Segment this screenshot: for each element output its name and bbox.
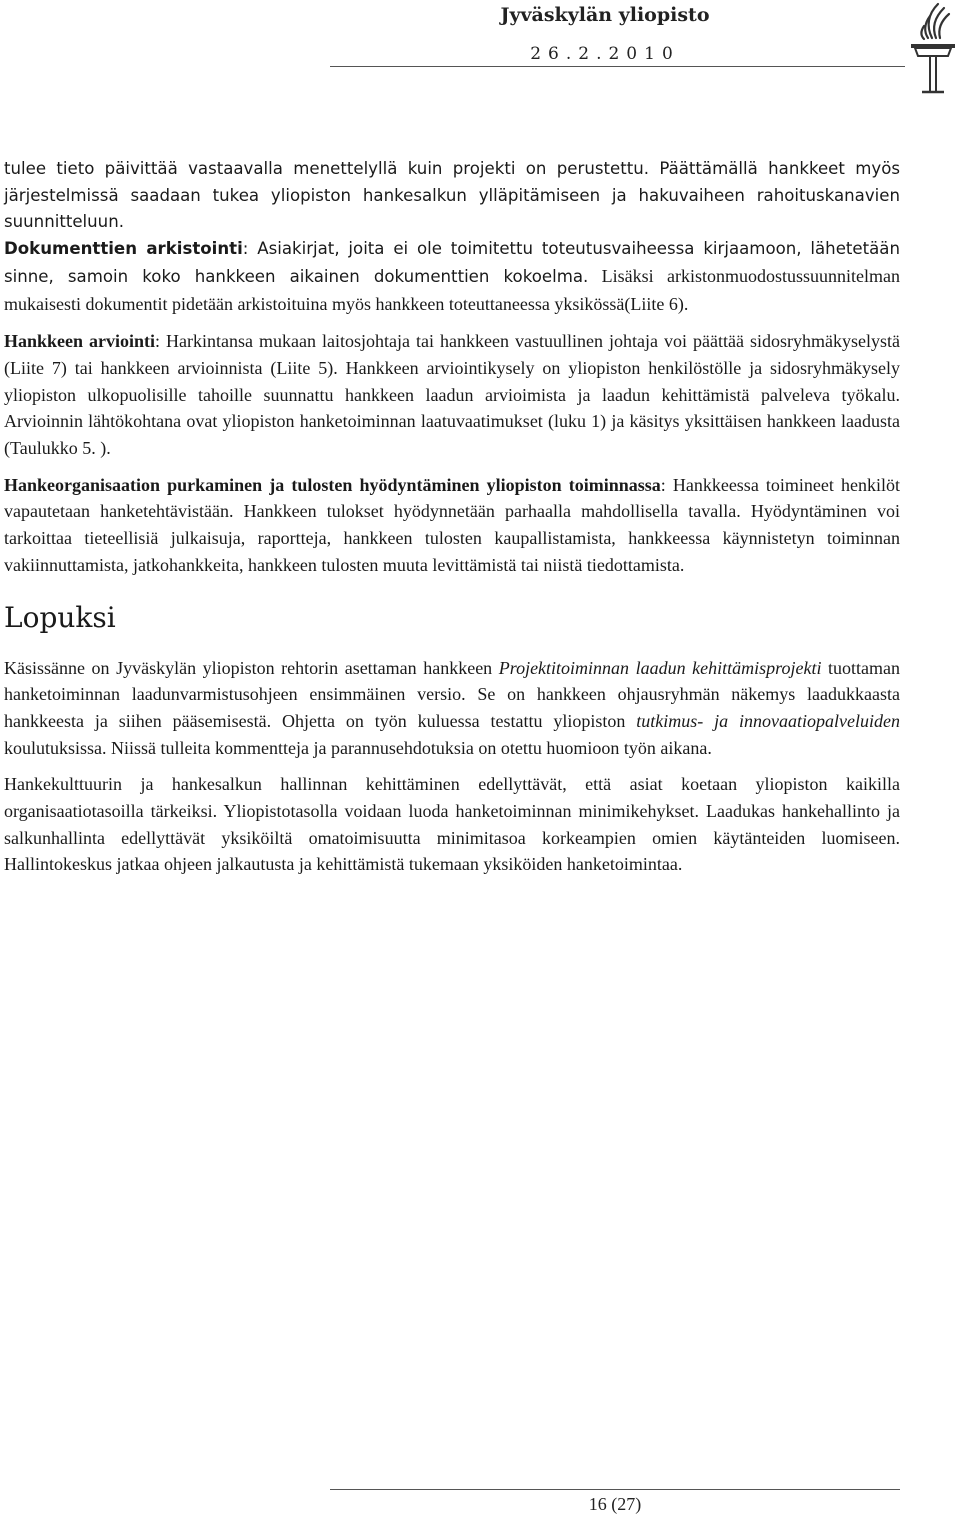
header-university-name: Jyväskylän yliopisto bbox=[500, 4, 710, 26]
paragraph-text-archiving-b: Lisäksi arkistonmuodostussuunnitelman mukaisesti dokumentit pidetään arkistoituina myös hankkeen toteuttaneessa yksikössä(Liite 6). bbox=[4, 265, 900, 314]
section-heading-lopuksi: Lopuksi bbox=[4, 600, 116, 634]
paragraph-text-evaluation: : Harkintansa mukaan laitosjohtaja tai hankkeen vastuullinen johtaja voi päättää sidosryhmäkyselystä (Liite 7) tai hankkeen arvioinnista (Liite 5). Hankkeen arviointikysely on yliopiston henkilöstölle ja sidosryhmäkysely yliopiston ulkopuolisille tahoille suunnattu hankkeen laadun arvioimista ja laadun kehittämistä palveleva työkalu. Arvioinnin lähtökohtana ovat yliopiston hanketoiminnan laatuvaatimukset (luku 1) ja käsitys yksittäisen hankkeen laadusta (Taulukko 5. ). bbox=[4, 331, 900, 459]
page-number: 16 (27) bbox=[588, 1494, 642, 1514]
paragraph-text-dismantling: : Hankkeessa toimineet henkilöt vapautetaan hanketehtävistään. Hankkeen tulokset hyödynnetään parhaalla mahdollisella tavalla. Hyödyntäminen voi tarkoittaa tieteellisiä julkaisuja, raportteja, hankkeen tulosten kaupallistamista, hankkeessa käynnistetyn toiminnan vakiinnuttamista, jatkohankkeita, hankkeen tulosten muuta levittämistä tai niistä tiedottamista. bbox=[4, 474, 900, 575]
paragraph-document-archiving bbox=[4, 236, 900, 318]
service-name-italic: tutkimus- ja innovaatiopalveluiden bbox=[636, 710, 900, 731]
paragraph-conclusion-1-text-c: koulutuksissa. Niissä tulleita kommentteja ja parannusehdotuksia on otettu huomioon työn aikana. bbox=[4, 737, 712, 758]
university-torch-logo-icon bbox=[908, 0, 958, 100]
paragraph-title-archiving: Dokumenttien arkistointi bbox=[4, 239, 243, 259]
paragraph-organisation-dismantling bbox=[4, 472, 900, 579]
header-divider bbox=[330, 66, 905, 67]
paragraph-text-archiving-a: : Asiakirjat, joita ei ole toimitettu toteutusvaiheessa kirjaamoon, lähetetään sinne, samoin koko hankkeen aikainen dokumenttien kokoelma. bbox=[4, 239, 900, 286]
project-name-italic: Projektitoiminnan laadun kehittämisprojekti bbox=[498, 657, 822, 678]
paragraph-title-dismantling: Hankeorganisaation purkaminen ja tulosten hyödyntäminen yliopiston toiminnassa bbox=[4, 474, 661, 495]
header-date: 26.2.2010 bbox=[530, 44, 680, 64]
paragraph-project-evaluation bbox=[4, 328, 900, 462]
document-body bbox=[4, 156, 900, 888]
paragraph-conclusion-1 bbox=[4, 655, 900, 762]
paragraph-conclusion-1-text-b: tuottaman hanketoiminnan laadunvarmistusohjeen ensimmäinen versio. Se on hankkeen ohjausryhmän näkemys laadukkaasta hankkeesta ja siihen pääsemisestä. Ohjetta on työn kuluessa testattu yliopiston bbox=[4, 657, 900, 731]
paragraph-title-evaluation: Hankkeen arviointi bbox=[4, 331, 156, 352]
footer-divider bbox=[330, 1489, 900, 1490]
paragraph-conclusion-2: Hankekulttuurin ja hankesalkun hallinnan kehittäminen edellyttävät, että asiat koetaan yliopiston kaikilla organisaatiotasoilla tärkeiksi. Yliopistotasolla voidaan luoda hanketoiminnan minimikehykset. Laadukas hankehallinto ja salkunhallinta edellyttävät yksiköiltä omatoimisuutta minimitasoa korkeampien omien käytänteiden luomiseen. Hallintokeskus jatkaa ohjeen jalkautusta ja kehittämistä tukemaan yksiköiden hanketoimintaa. bbox=[4, 774, 900, 875]
paragraph-conclusion-1-text-a: Käsissänne on Jyväskylän yliopiston rehtorin asettaman hankkeen bbox=[4, 657, 499, 678]
paragraph-project-closing: tulee tieto päivittää vastaavalla menettelyllä kuin projekti on perustettu. Päättämällä hankkeet myös järjestelmissä saadaan tukea yliopiston hankesalkun ylläpitämiseen ja hakuvaiheen rahoituskanavien suunnitteluun. bbox=[4, 159, 900, 232]
